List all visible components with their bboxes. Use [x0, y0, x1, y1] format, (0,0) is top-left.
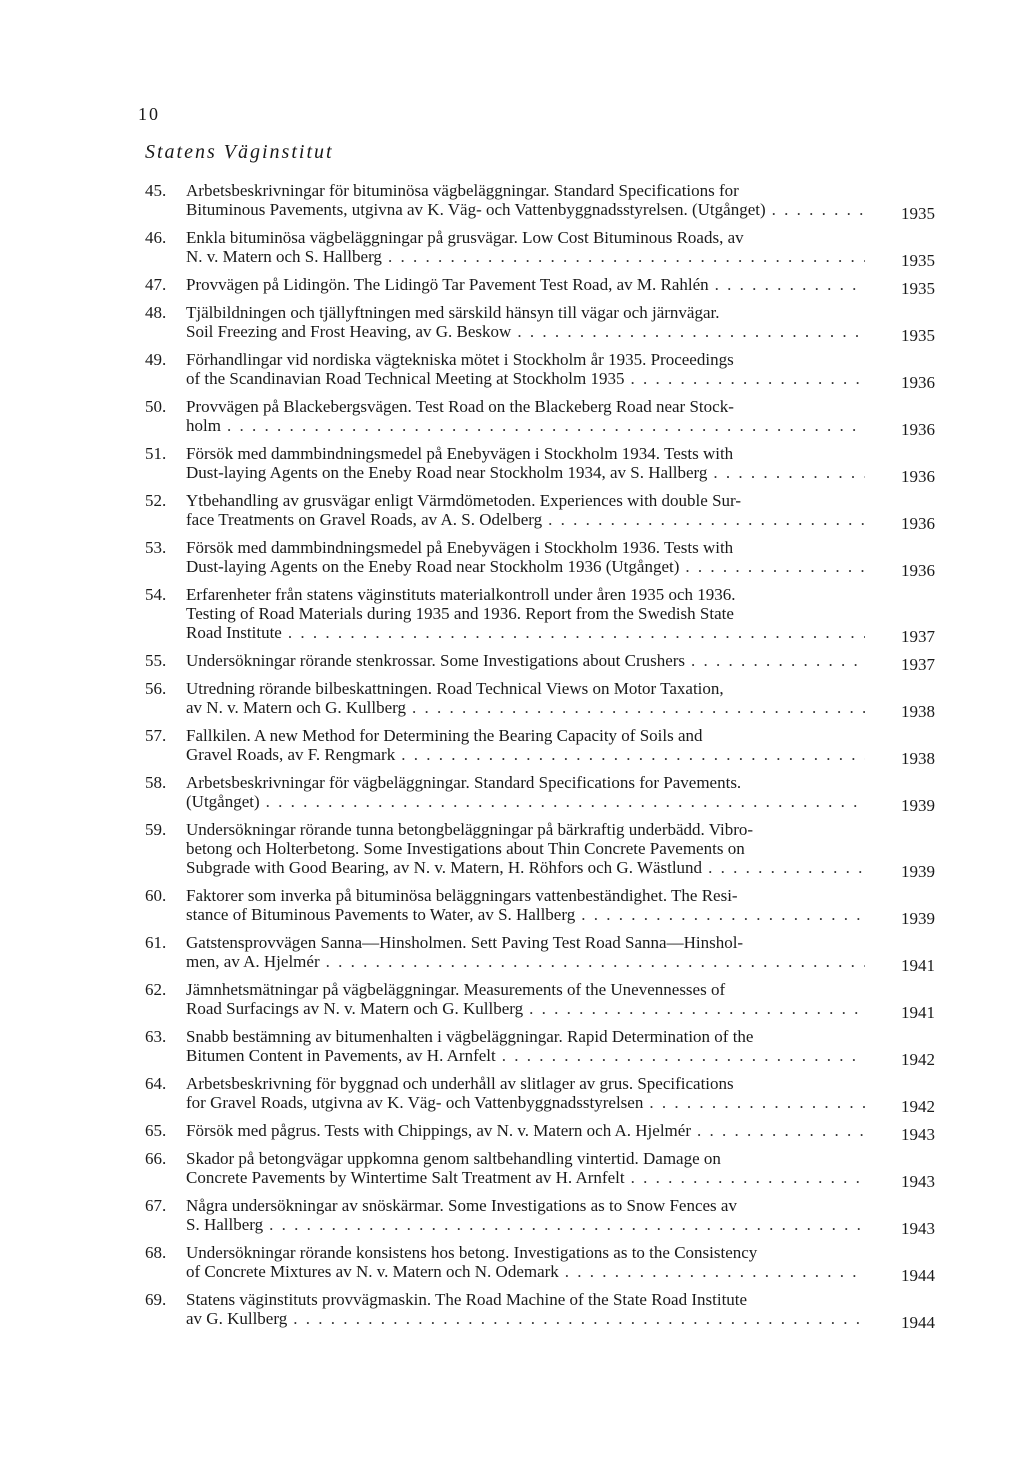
entry-year: 1944 — [901, 1266, 935, 1285]
entry-year: 1938 — [901, 702, 935, 721]
entry-year: 1938 — [901, 749, 935, 768]
entry-line: Testing of Road Materials during 1935 and 1936. Report from the Swedish State — [186, 604, 734, 623]
entry-title-tail: Dust-laying Agents on the Eneby Road near Stockholm 1936 (Utgånget) — [186, 557, 680, 576]
entry-title-tail: Road Institute — [186, 623, 282, 642]
entry-title-tail: Bitumen Content in Pavements, av H. Arnfelt — [186, 1046, 496, 1065]
dot-leader — [388, 247, 865, 266]
entry-number: 48. — [145, 303, 167, 322]
entry-title-tail: holm — [186, 416, 221, 435]
entry-number: 46. — [145, 228, 167, 247]
entry-number: 66. — [145, 1149, 167, 1168]
dot-leader — [288, 623, 865, 642]
dot-leader — [697, 1121, 865, 1140]
list-item — [145, 1121, 935, 1144]
entry-line: Försök med dammbindningsmedel på Enebyvägen i Stockholm 1934. Tests with — [186, 444, 734, 463]
list-item — [145, 491, 935, 533]
entry-year: 1935 — [901, 204, 935, 223]
entry-title-tail: Undersökningar rörande stenkrossar. Some Investigations about Crushers — [186, 651, 686, 670]
entry-title-tail: Dust-laying Agents on the Eneby Road near Stockholm 1934, av S. Hallberg — [186, 463, 708, 482]
list-item — [145, 1290, 935, 1332]
entry-number: 54. — [145, 585, 167, 604]
entry-year: 1939 — [901, 796, 935, 815]
entry-title-tail: face Treatments on Gravel Roads, av A. S. Odelberg — [186, 510, 543, 529]
entry-line: Enkla bituminösa vägbeläggningar på grusvägar. Low Cost Bituminous Roads, av — [186, 228, 744, 247]
list-item — [145, 303, 935, 345]
entry-line: Statens väginstituts provvägmaskin. The Road Machine of the State Road Institute — [186, 1290, 748, 1309]
list-item — [145, 538, 935, 580]
entry-title-tail: Subgrade with Good Bearing, av N. v. Matern, H. Röhfors och G. Wästlund — [186, 858, 703, 877]
entry-number: 53. — [145, 538, 167, 557]
entry-number: 64. — [145, 1074, 167, 1093]
entry-line: Provvägen på Blackebergsvägen. Test Road on the Blackeberg Road near Stock- — [186, 397, 734, 416]
entry-year: 1937 — [901, 627, 935, 646]
dot-leader — [293, 1309, 865, 1328]
list-item — [145, 350, 935, 392]
entry-title-tail: S. Hallberg — [186, 1215, 264, 1234]
list-item — [145, 275, 935, 298]
entry-year: 1942 — [901, 1097, 935, 1116]
entry-line: Ytbehandling av grusvägar enligt Värmdömetoden. Experiences with double Sur- — [186, 491, 742, 510]
list-item — [145, 1196, 935, 1238]
entry-line: Undersökningar rörande tunna betongbeläggningar på bärkraftig underbädd. Vibro- — [186, 820, 754, 839]
entry-line: Förhandlingar vid nordiska vägtekniska mötet i Stockholm år 1935. Proceedings — [186, 350, 734, 369]
dot-leader — [713, 463, 865, 482]
list-item — [145, 1149, 935, 1191]
entry-line: Arbetsbeskrivningar för vägbeläggningar. Standard Specifications for Pavements. — [186, 773, 742, 792]
entry-title-tail: stance of Bituminous Pavements to Water, av S. Hallberg — [186, 905, 576, 924]
dot-leader — [517, 322, 865, 341]
list-item — [145, 886, 935, 928]
entry-year: 1935 — [901, 251, 935, 270]
dot-leader — [548, 510, 865, 529]
list-item — [145, 726, 935, 768]
entry-year: 1937 — [901, 655, 935, 674]
entry-year: 1936 — [901, 373, 935, 392]
entry-title-tail: Gravel Roads, av F. Rengmark — [186, 745, 396, 764]
entry-year: 1944 — [901, 1313, 935, 1332]
entry-title-tail: Bituminous Pavements, utgivna av K. Väg- och Vattenbyggnadsstyrelsen. (Utgånget) — [186, 200, 766, 219]
publication-list — [145, 181, 935, 1337]
entry-year: 1939 — [901, 862, 935, 881]
entry-line: Några undersökningar av snöskärmar. Some Investigations as to Snow Fences av — [186, 1196, 737, 1215]
list-item — [145, 1027, 935, 1069]
entry-number: 62. — [145, 980, 167, 999]
entry-title-tail: N. v. Matern och S. Hallberg — [186, 247, 382, 266]
entry-number: 56. — [145, 679, 167, 698]
list-item — [145, 933, 935, 975]
entry-title-tail: Försök med pågrus. Tests with Chippings, av N. v. Matern och A. Hjelmér — [186, 1121, 691, 1140]
list-item — [145, 820, 935, 881]
entry-title-tail: Concrete Pavements by Wintertime Salt Treatment av H. Arnfelt — [186, 1168, 625, 1187]
entry-title-tail: for Gravel Roads, utgivna av K. Väg- och Vattenbyggnadsstyrelsen — [186, 1093, 644, 1112]
list-item — [145, 679, 935, 721]
dot-leader — [631, 1168, 865, 1187]
entry-line: Arbetsbeskrivning för byggnad och underhåll av slitlager av grus. Specifications — [186, 1074, 734, 1093]
dot-leader — [685, 557, 865, 576]
entry-number: 63. — [145, 1027, 167, 1046]
dot-leader — [269, 1215, 865, 1234]
entry-number: 47. — [145, 275, 167, 294]
list-item — [145, 397, 935, 439]
entry-line: Erfarenheter från statens väginstituts materialkontroll under åren 1935 och 1936. — [186, 585, 736, 604]
dot-leader — [401, 745, 865, 764]
list-item — [145, 444, 935, 486]
entry-number: 69. — [145, 1290, 167, 1309]
dot-leader — [502, 1046, 865, 1065]
entry-number: 58. — [145, 773, 167, 792]
entry-title-tail: Road Surfacings av N. v. Matern och G. Kullberg — [186, 999, 524, 1018]
entry-line: Arbetsbeskrivningar för bituminösa vägbeläggningar. Standard Specifications for — [186, 181, 739, 200]
entry-year: 1943 — [901, 1219, 935, 1238]
entry-number: 61. — [145, 933, 167, 952]
dot-leader — [326, 952, 865, 971]
entry-title-tail: men, av A. Hjelmér — [186, 952, 320, 971]
entry-line: Försök med dammbindningsmedel på Enebyvägen i Stockholm 1936. Tests with — [186, 538, 734, 557]
entry-line: Skador på betongvägar uppkomna genom saltbehandling vintertid. Damage on — [186, 1149, 721, 1168]
entry-title-tail: of the Scandinavian Road Technical Meeting at Stockholm 1935 — [186, 369, 625, 388]
entry-title-tail: Soil Freezing and Frost Heaving, av G. Beskow — [186, 322, 512, 341]
entry-year: 1942 — [901, 1050, 935, 1069]
entry-year: 1935 — [901, 326, 935, 345]
entry-number: 52. — [145, 491, 167, 510]
entry-year: 1941 — [901, 1003, 935, 1022]
entry-year: 1936 — [901, 514, 935, 533]
list-item — [145, 1243, 935, 1285]
dot-leader — [649, 1093, 865, 1112]
dot-leader — [412, 698, 865, 717]
entry-line: betong och Holterbetong. Some Investigations about Thin Concrete Pavements on — [186, 839, 745, 858]
entry-number: 65. — [145, 1121, 167, 1140]
dot-leader — [227, 416, 865, 435]
list-item — [145, 1074, 935, 1116]
dot-leader — [715, 275, 865, 294]
entry-line: Tjälbildningen och tjällyftningen med särskild hänsyn till vägar och järnvägar. — [186, 303, 720, 322]
dot-leader — [691, 651, 865, 670]
dot-leader — [266, 792, 865, 811]
entry-line: Faktorer som inverka på bituminösa beläggningars vattenbeständighet. The Resi- — [186, 886, 738, 905]
dot-leader — [581, 905, 865, 924]
entry-number: 51. — [145, 444, 167, 463]
entry-line: Gatstensprovvägen Sanna—Hinsholmen. Sett Paving Test Road Sanna—Hinshol- — [186, 933, 744, 952]
list-item — [145, 980, 935, 1022]
entry-number: 50. — [145, 397, 167, 416]
entry-year: 1941 — [901, 956, 935, 975]
entry-line: Undersökningar rörande konsistens hos betong. Investigations as to the Consistency — [186, 1243, 758, 1262]
dot-leader — [631, 369, 865, 388]
entry-number: 55. — [145, 651, 167, 670]
entry-title-tail: of Concrete Mixtures av N. v. Matern och N. Odemark — [186, 1262, 559, 1281]
entry-year: 1936 — [901, 561, 935, 580]
list-item — [145, 585, 935, 646]
entry-number: 60. — [145, 886, 167, 905]
entry-title-tail: av N. v. Matern och G. Kullberg — [186, 698, 407, 717]
entry-year: 1943 — [901, 1172, 935, 1191]
entry-number: 57. — [145, 726, 167, 745]
list-item — [145, 181, 935, 223]
running-head: Statens Väginstitut — [145, 141, 334, 163]
entry-year: 1936 — [901, 420, 935, 439]
entry-number: 49. — [145, 350, 167, 369]
entry-title-tail: av G. Kullberg — [186, 1309, 288, 1328]
entry-number: 67. — [145, 1196, 167, 1215]
entry-title-tail: Provvägen på Lidingön. The Lidingö Tar Pavement Test Road, av M. Rahlén — [186, 275, 709, 294]
dot-leader — [565, 1262, 865, 1281]
entry-year: 1939 — [901, 909, 935, 928]
entry-number: 59. — [145, 820, 167, 839]
entry-line: Snabb bestämning av bitumenhalten i vägbeläggningar. Rapid Determination of the — [186, 1027, 754, 1046]
entry-number: 68. — [145, 1243, 167, 1262]
list-item — [145, 773, 935, 815]
list-item — [145, 228, 935, 270]
entry-year: 1943 — [901, 1125, 935, 1144]
dot-leader — [772, 200, 865, 219]
entry-line: Jämnhetsmätningar på vägbeläggningar. Measurements of the Unevennesses of — [186, 980, 726, 999]
entry-number: 45. — [145, 181, 167, 200]
page-number: 10 — [138, 104, 160, 124]
dot-leader — [529, 999, 865, 1018]
dot-leader — [708, 858, 865, 877]
entry-year: 1936 — [901, 467, 935, 486]
list-item — [145, 651, 935, 674]
entry-title-tail: (Utgånget) — [186, 792, 260, 811]
entry-year: 1935 — [901, 279, 935, 298]
entry-line: Fallkilen. A new Method for Determining the Bearing Capacity of Soils and — [186, 726, 703, 745]
entry-line: Utredning rörande bilbeskattningen. Road Technical Views on Motor Taxation, — [186, 679, 724, 698]
